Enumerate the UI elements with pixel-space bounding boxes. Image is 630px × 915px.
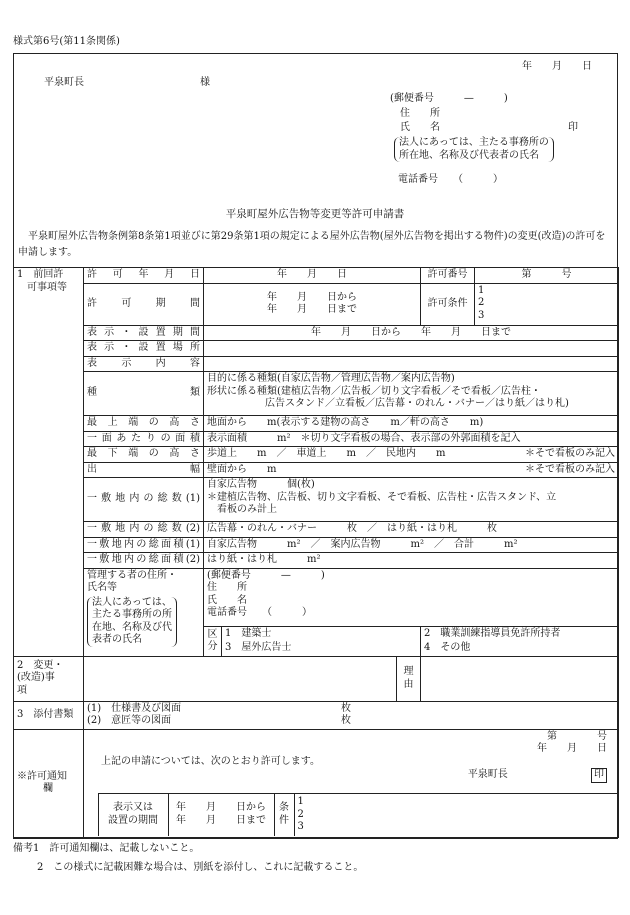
manager-class-label: 区分 [204,626,222,656]
label-permit-period: 許 可 期 間 [84,283,204,325]
section4-header: ※許可通知 欄 [14,729,84,837]
label-display-content: 表 示 内 容 [84,356,204,372]
label-permit-date: 許 可 年 月 日 [84,268,204,284]
application-date: 年 月 日 [522,61,592,72]
notice-condition-label: 条 件 [274,794,294,836]
notice-period-value: 年 月 日から 年 月 日まで [168,794,274,836]
applicant-corp-note [394,137,554,162]
attachments-list: (1) 仕様書及び図面 枚 (2) 意匠等の図面 枚 [84,701,619,729]
manager-contact: (郵便番号 — ) 住 所 氏 名 電話番号 （ ） [204,568,619,626]
label-permit-number: 許可番号 [421,268,475,284]
applicant-address: 住 所 [400,108,440,119]
label-bottom-height: 最下端の高さ [84,447,204,463]
area1-value: 自家広告物 m² ／ 案内広告物 m² ／ 合計 m² [204,537,619,553]
permit-period-value: 年 月 日から 年 月 日まで [204,283,421,325]
manager-class-1: 1 建築士 [222,626,421,641]
total2-value: 広告幕・のれん・バナー 枚 ／ はり紙・はり札 枚 [204,522,619,538]
applicant-seal: 印 [568,122,578,133]
addressee-honorific: 様 [200,77,210,88]
permit-number-value: 第 号 [475,268,619,284]
remark-2: 2 この様式に記載困難な場合は、別紙を添付し、これに記載すること。 [37,862,364,873]
label-projection: 出 幅 [84,462,204,478]
reason-label: 理 由 [397,656,421,701]
notice-period-label: 表示又は 設置の期間 [98,794,168,836]
area-value: 表示面積 m² ＊切り文字看板の場合、表示部の外郭面積を記入 [204,431,619,447]
notice-mayor: 平泉町長 [467,769,508,780]
top-height-value: 地面から m(表示する建物の高さ m／軒の高さ m) [204,416,619,432]
label-area: 一面あたりの面積 [84,431,204,447]
total1-value: 自家広告物 個(枚) ＊建植広告物、広告板、切り文字看板、そで看板、広告柱・広告スタンド、立 看板のみ計上 [204,478,619,522]
applicant-phone: 電話番号 （ ） [398,174,503,185]
notice-date: 年 月 日 [537,743,607,754]
label-area1: 一敷地内の総面積(1) [84,537,204,553]
reason-value[interactable] [421,656,619,701]
label-total1: 一敷地内の総数(1) [84,478,204,522]
display-period-value: 年 月 日から 年 月 日まで [204,325,619,341]
label-manager: 管理する者の住所・ 氏名等 法人にあっては、 主たる事務所の所 在地、名称及び代 表者の氏名 [84,568,204,656]
label-total2: 一敷地内の総数(2) [84,522,204,538]
applicant-postal: (郵便番号 — ) [390,93,508,104]
notice-number: 第 号 [547,730,607,742]
corp-note-line-1: 法人にあっては、主たる事務所の [399,137,549,148]
projection-value: 壁面から m ＊そで看板のみ記入 [204,462,619,478]
notice-seal: 印 [591,768,607,783]
application-table [13,267,619,838]
corp-note-line-2: 所在地、名称及び代表者の氏名 [399,149,539,161]
change-items-value[interactable] [84,656,397,701]
label-top-height: 最上端の高さ [84,416,204,432]
form-title: 平泉町屋外広告物等変更等許可申請書 [225,208,405,220]
manager-class-2: 2 職業訓練指導員免許所持者 [421,626,619,641]
notice-statement: 上記の申請については、次のとおり許可します。 [101,755,320,767]
permit-conditions-list: 1 2 3 [475,283,619,325]
label-kind: 種 類 [84,372,204,416]
permit-date-value: 年 月 日 [204,268,421,284]
section1-header: 1 前回許 可事項等 [14,268,84,657]
applicant-name: 氏 名 [400,122,440,133]
bottom-height-value: 歩道上 m ／ 車道上 m ／ 民地内 m ＊そで看板のみ記入 [204,447,619,463]
label-display-period: 表示・設置期間 [84,325,204,341]
display-content-value [204,356,619,372]
intro-text: 平泉町屋外広告物条例第8条第1項並びに第29条第1項の規定による屋外広告物(屋外広告物を掲出する物件)の変更(改造)の許可を申請します。 [18,231,606,258]
label-display-place: 表示・設置場所 [84,341,204,357]
notice-conditions: 1 2 3 [294,794,618,836]
manager-class-3: 3 屋外広告士 [222,641,421,656]
section2-header: 2 変更・ (改造)事 項 [14,656,84,701]
display-place-value [204,341,619,357]
addressee: 平泉町長 [44,77,84,88]
label-permit-conditions: 許可条件 [421,283,475,325]
notice-period-row [84,793,619,837]
manager-class-4: 4 その他 [421,641,619,656]
label-area2: 一敷地内の総面積(2) [84,553,204,569]
remark-1: 備考1 許可通知欄は、記載しないこと。 [13,843,200,854]
form-number: 様式第6号(第11条関係) [13,36,120,47]
section3-header: 3 添付書類 [14,701,84,729]
kind-value: 目的に係る種類(自家広告物／管理広告物／案内広告物) 形状に係る種類(建植広告物／広告板／切り文字看板／そで看板／広告柱・ 広告スタンド／立看板／広告幕・のれん・バナー／はり紙／はり札) [204,372,619,416]
permit-notice [84,729,619,793]
area2-value: はり紙・はり札 m² [204,553,619,569]
